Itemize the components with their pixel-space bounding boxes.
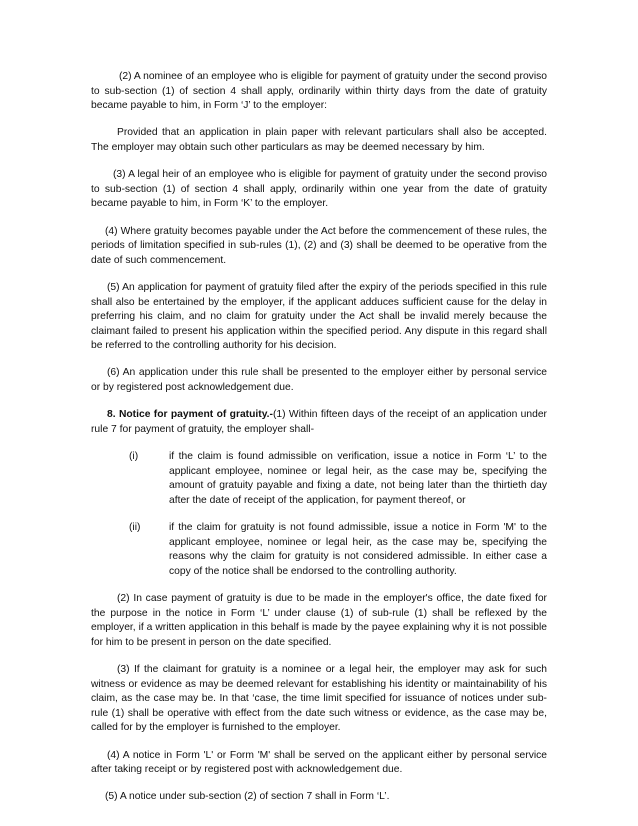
clause-i [91,450,547,508]
paragraph-rule-8 [91,408,547,437]
paragraph-presentation: (6) An application under this rule shall be presented to the employer either by personal service or by registered post acknowledgement due. [91,367,547,394]
rule-8-text: (1) Within fifteen days of the receipt of an application under rule 7 for payment of gratuity, the employer shall- [91,409,547,435]
paragraph-nominee-application: (2) A nominee of an employee who is eligible for payment of gratuity under the second proviso to sub-section (1) of section 4 shall apply, ordinarily within thirty days from the date of gratuity became payable to him, in Form ‘J’ to the employer: [91,71,547,112]
paragraph-notice-service: (4) A notice in Form 'L' or Form 'M' shall be served on the applicant either by personal service after taking receipt or by registered post with acknowledgement due. [91,749,547,776]
clause-ii [91,521,547,579]
paragraph-delayed-application: (5) An application for payment of gratuity filed after the expiry of the periods specified in this rule shall also be entertained by the employer, if the applicant adduces sufficient cause for the delay in preferring his claim, and no claim for gratuity under the Act shall be invalid merely because the claimant failed to present his application within the specified period. Any dispute in this regard shall be referred to the controlling authority for his decision. [91,281,547,352]
paragraph-commencement: (4) Where gratuity becomes payable under the Act before the commencement of these rules, the periods of limitation specified in sub-rules (1), (2) and (3) shall be deemed to be operative from the date of such commencement. [91,225,547,266]
paragraph-legal-heir-application: (3) A legal heir of an employee who is eligible for payment of gratuity under the second proviso to sub-section (1) of section 4 shall apply, ordinarily within one year from the date of gratuity became payable to him, in Form ‘K’ to the employer. [91,169,547,210]
clause-i-text: if the claim is found admissible on verification, issue a notice in Form ‘L’ to the applicant employee, nominee or legal heir, as the case may be, specifying the amount of gratuity payable and fixing a date, not being later than the thirtieth day after the date of receipt of the application, for payment thereof, or [169,451,547,506]
clause-ii-text: if the claim for gratuity is not found admissible, issue a notice in Form 'M' to the applicant employee, nominee or legal heir, as the case may be, specifying the reasons why the claim for gratuity is not considered admissible. In either case a copy of the notice shall be endorsed to the controlling authority. [169,522,547,577]
rule-8-heading: 8. Notice for payment of gratuity.- [107,409,273,421]
clause-i-number: (i) [129,451,139,463]
paragraph-payment-date: (2) In case payment of gratuity is due to be made in the employer's office, the date fixed for the purpose in the notice in Form ‘L’ under clause (1) of sub-rule (1) shall be reflexed by the employer, if a written application in this behalf is made by the payee explaining why it is not possible for him to be present in person on the date specified. [91,592,547,648]
paragraph-proviso: Provided that an application in plain paper with relevant particulars shall also be accepted. The employer may obtain such other particulars as may be deemed necessary by him. [91,127,547,153]
clause-ii-number: (ii) [129,522,141,533]
paragraph-notice-form: (5) A notice under sub-section (2) of section 7 shall in Form ‘L’. [105,791,390,803]
paragraph-witness-evidence: (3) If the claimant for gratuity is a nominee or a legal heir, the employer may ask for such witness or evidence as may be deemed relevant for establishing his identity or maintainability of his claim, as the case may be. In that ‘case, the time limit specified for issuance of notices under sub-rule (1) shall be operative with effect from the date such witness or evidence, as the case may be, called for by the employer is furnished to the employer. [91,663,547,734]
